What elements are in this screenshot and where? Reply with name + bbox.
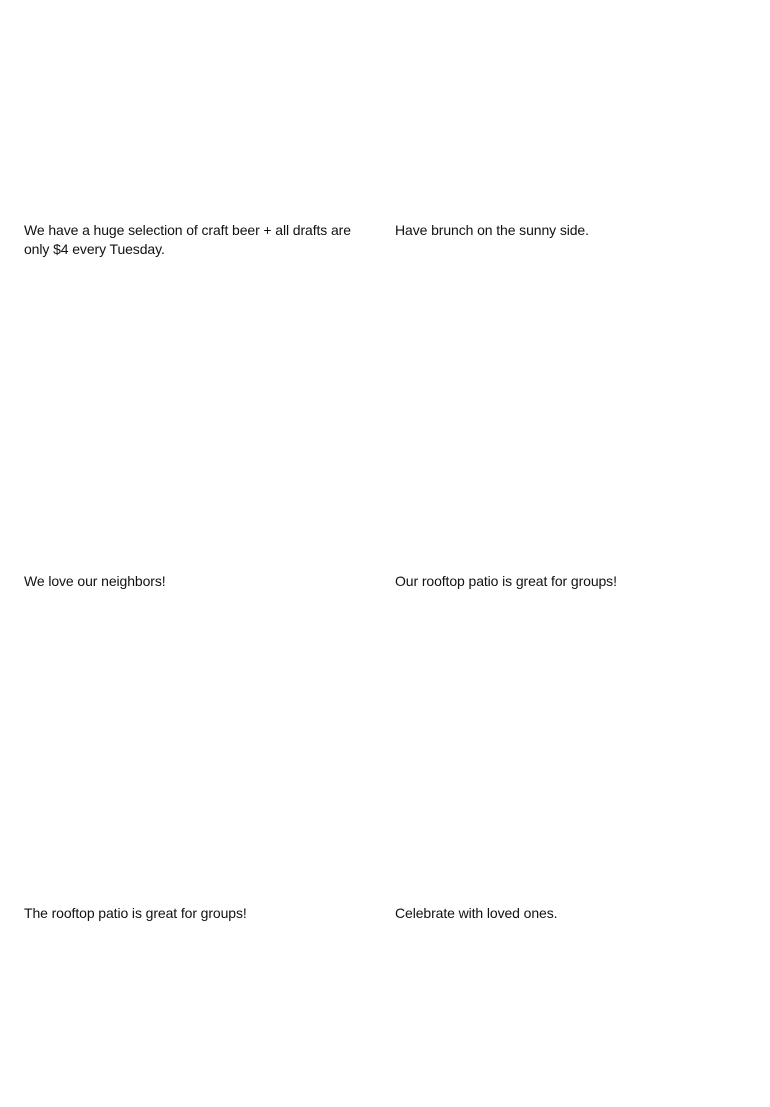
gallery-item[interactable] [24,0,374,259]
gallery-image[interactable] [395,0,745,221]
gallery-image[interactable] [24,0,374,221]
gallery-image[interactable] [395,260,745,572]
gallery-image[interactable] [24,260,374,572]
gallery-item[interactable] [24,260,374,591]
gallery-caption: We have a huge selection of craft beer + all drafts are only $4 every Tuesday. [24,222,351,257]
gallery-item[interactable] [24,600,374,923]
gallery-item[interactable] [395,260,745,591]
gallery-image[interactable] [24,600,374,904]
gallery-caption: The rooftop patio is great for groups! [24,905,247,921]
gallery-caption: We love our neighbors! [24,573,166,589]
gallery-caption: Our rooftop patio is great for groups! [395,573,617,589]
gallery-caption: Celebrate with loved ones. [395,905,558,921]
gallery-item[interactable] [395,0,745,240]
gallery-item[interactable] [395,600,745,923]
gallery-image[interactable] [395,600,745,904]
gallery-caption: Have brunch on the sunny side. [395,222,589,238]
